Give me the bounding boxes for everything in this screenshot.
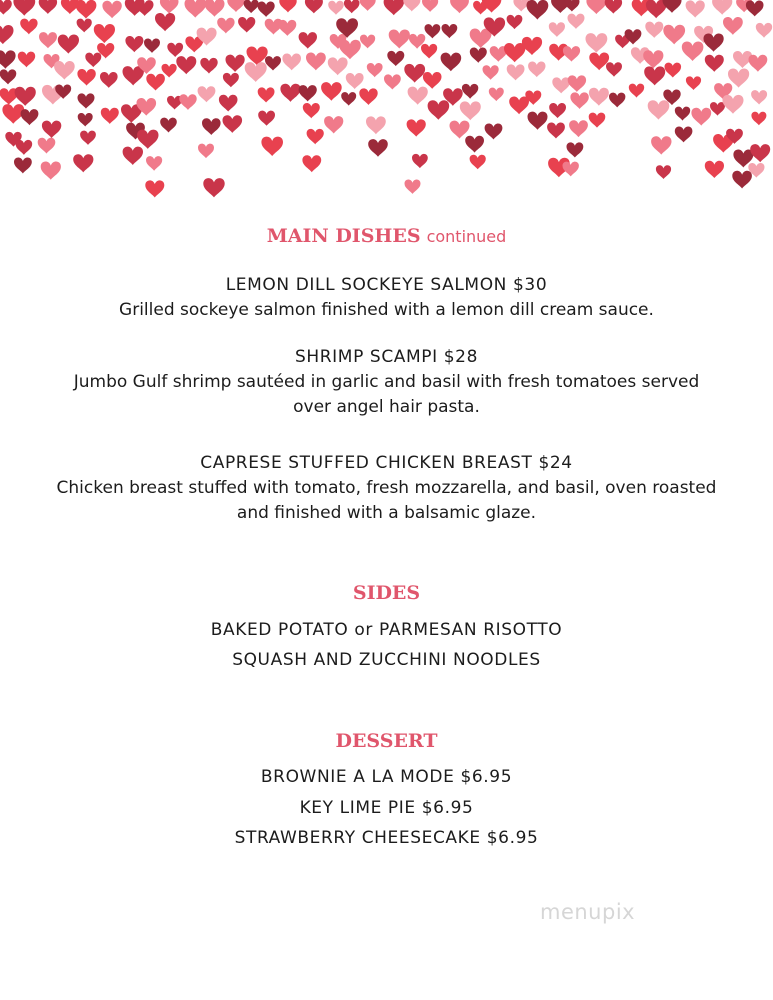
- main-dishes-title: MAIN DISHES: [266, 225, 421, 247]
- continued-note: continued: [426, 227, 507, 246]
- menu-item-title: LEMON DILL SOCKEYE SALMON $30: [225, 275, 548, 295]
- dessert-item: BROWNIE A LA MODE $6.95: [260, 767, 513, 787]
- main-dishes-heading: [0, 224, 773, 249]
- menu-item-description: Jumbo Gulf shrimp sautéed in garlic and basil with fresh tomatoes served: [73, 372, 700, 392]
- dessert-item: KEY LIME PIE $6.95: [299, 798, 474, 818]
- menupix-watermark: menupix: [540, 900, 636, 924]
- menu-item-title: CAPRESE STUFFED CHICKEN BREAST $24: [200, 453, 573, 473]
- menu-item-description: Chicken breast stuffed with tomato, fresh mozzarella, and basil, oven roasted: [56, 478, 717, 498]
- dessert-item: STRAWBERRY CHEESECAKE $6.95: [234, 828, 539, 848]
- sides-heading: SIDES: [352, 582, 421, 604]
- menu-item-description: Grilled sockeye salmon finished with a lemon dill cream sauce.: [119, 300, 654, 320]
- side-item: BAKED POTATO or PARMESAN RISOTTO: [210, 620, 563, 640]
- dessert-heading: DESSERT: [335, 730, 438, 752]
- menu-item-title: SHRIMP SCAMPI $28: [295, 347, 478, 367]
- menu-item-description: over angel hair pasta.: [293, 397, 480, 417]
- side-item: SQUASH AND ZUCCHINI NOODLES: [232, 650, 541, 670]
- menu-item-description: and finished with a balsamic glaze.: [236, 503, 537, 523]
